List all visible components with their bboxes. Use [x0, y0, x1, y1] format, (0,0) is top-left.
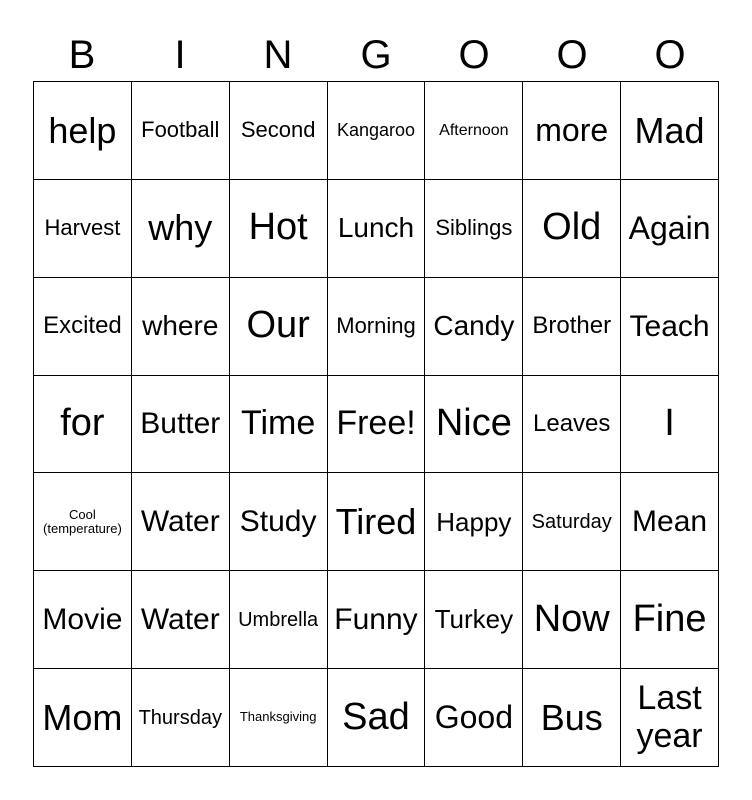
- bingo-cell[interactable]: Afternoon: [425, 82, 523, 180]
- bingo-cell[interactable]: Siblings: [425, 180, 523, 278]
- bingo-cell[interactable]: Thursday: [132, 669, 230, 767]
- bingo-cell[interactable]: Water: [132, 473, 230, 571]
- bingo-cell[interactable]: Football: [132, 82, 230, 180]
- bingo-cell[interactable]: help: [34, 82, 132, 180]
- bingo-cell[interactable]: Mad: [621, 82, 719, 180]
- bingo-cell[interactable]: Leaves: [523, 376, 621, 474]
- bingo-cell[interactable]: Lunch: [328, 180, 426, 278]
- bingo-cell[interactable]: Umbrella: [230, 571, 328, 669]
- bingo-cell[interactable]: Nice: [425, 376, 523, 474]
- bingo-board: [33, 81, 719, 767]
- header-letter-4: G: [360, 33, 392, 77]
- bingo-cell[interactable]: Movie: [34, 571, 132, 669]
- bingo-cell[interactable]: Excited: [34, 278, 132, 376]
- bingo-cell[interactable]: Thanksgiving: [230, 669, 328, 767]
- bingo-cell[interactable]: Happy: [425, 473, 523, 571]
- bingo-cell[interactable]: Our: [230, 278, 328, 376]
- bingo-cell[interactable]: why: [132, 180, 230, 278]
- bingo-cell[interactable]: Time: [230, 376, 328, 474]
- bingo-cell[interactable]: Old: [523, 180, 621, 278]
- bingo-cell[interactable]: more: [523, 82, 621, 180]
- bingo-cell[interactable]: Cool (temperature): [34, 473, 132, 571]
- bingo-cell[interactable]: Bus: [523, 669, 621, 767]
- header-letter-3: N: [263, 33, 293, 77]
- bingo-cell[interactable]: Fine: [621, 571, 719, 669]
- bingo-cell[interactable]: Mom: [34, 669, 132, 767]
- bingo-cell[interactable]: Free!: [328, 376, 426, 474]
- header-letter-5: O: [458, 33, 490, 77]
- bingo-cell[interactable]: Mean: [621, 473, 719, 571]
- bingo-cell[interactable]: Study: [230, 473, 328, 571]
- bingo-cell[interactable]: I: [621, 376, 719, 474]
- bingo-cell[interactable]: Tired: [328, 473, 426, 571]
- bingo-cell[interactable]: for: [34, 376, 132, 474]
- bingo-cell[interactable]: Funny: [328, 571, 426, 669]
- bingo-cell[interactable]: Last year: [621, 669, 719, 767]
- header-letter-2: I: [174, 33, 186, 77]
- header-letter-1: B: [68, 33, 96, 77]
- bingo-cell[interactable]: Turkey: [425, 571, 523, 669]
- bingo-cell[interactable]: Kangaroo: [328, 82, 426, 180]
- header-letter-7: O: [654, 33, 686, 77]
- bingo-cell[interactable]: Harvest: [34, 180, 132, 278]
- bingo-cell[interactable]: Again: [621, 180, 719, 278]
- bingo-cell[interactable]: Second: [230, 82, 328, 180]
- header-letter-6: O: [556, 33, 588, 77]
- bingo-cell[interactable]: Good: [425, 669, 523, 767]
- bingo-cell[interactable]: Brother: [523, 278, 621, 376]
- bingo-cell[interactable]: Morning: [328, 278, 426, 376]
- bingo-cell[interactable]: Hot: [230, 180, 328, 278]
- bingo-cell[interactable]: Saturday: [523, 473, 621, 571]
- bingo-header: [33, 30, 719, 80]
- bingo-cell[interactable]: Now: [523, 571, 621, 669]
- bingo-cell[interactable]: Candy: [425, 278, 523, 376]
- bingo-cell[interactable]: Teach: [621, 278, 719, 376]
- bingo-cell[interactable]: Sad: [328, 669, 426, 767]
- bingo-cell[interactable]: Butter: [132, 376, 230, 474]
- bingo-cell[interactable]: Water: [132, 571, 230, 669]
- bingo-cell[interactable]: where: [132, 278, 230, 376]
